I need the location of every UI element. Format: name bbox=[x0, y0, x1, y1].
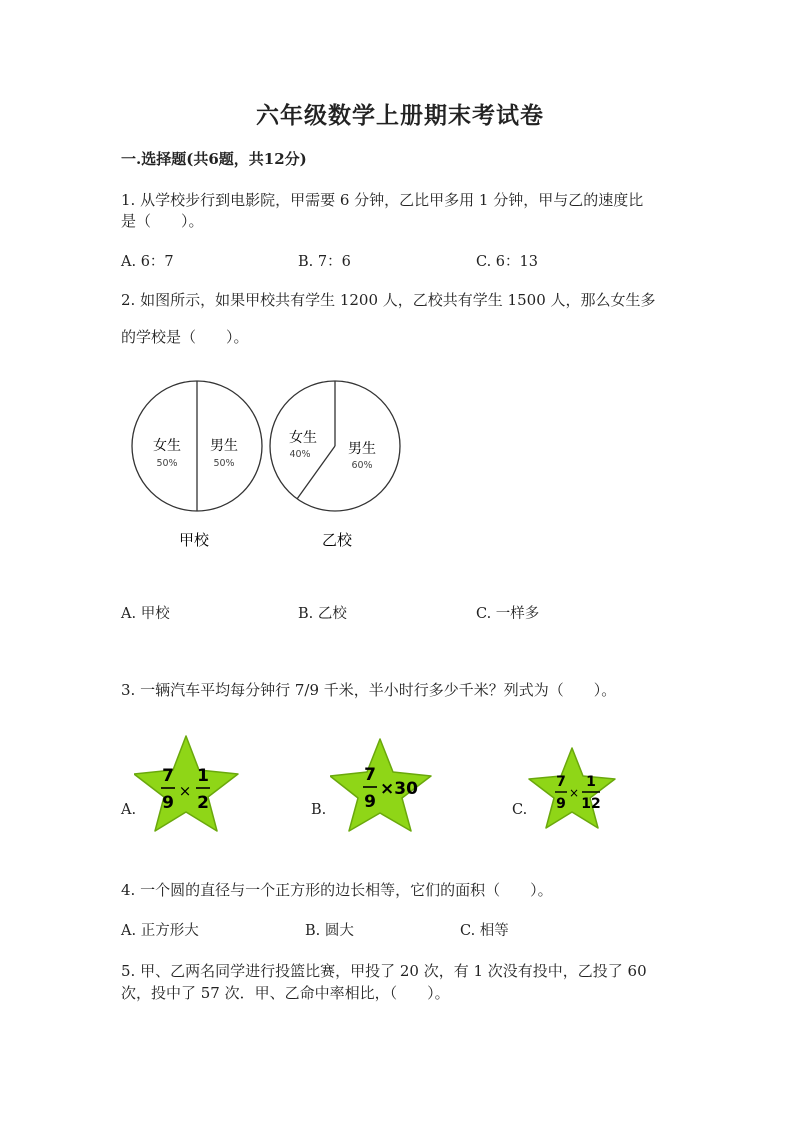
pie-charts-figure bbox=[120, 375, 420, 555]
fraction2-numerator: 1 bbox=[586, 774, 596, 790]
fraction2-numerator: 1 bbox=[197, 766, 209, 786]
q3-option-c-star[interactable] bbox=[528, 746, 618, 832]
q4-option-b[interactable]: B. 圆大 bbox=[305, 923, 354, 939]
multiply-sign: × bbox=[178, 782, 192, 800]
multiply-thirty: ×30 bbox=[380, 779, 418, 799]
fraction-denominator: 9 bbox=[162, 793, 174, 813]
question-3-text: 3. 一辆汽车平均每分钟行 7/9 千米，半小时行多少千米？列式为（ ）。 bbox=[121, 681, 617, 699]
pie-b-school-name: 乙校 bbox=[321, 531, 353, 549]
q2-option-b[interactable]: B. 乙校 bbox=[298, 606, 347, 622]
pie-a-female-pct: 50% bbox=[156, 458, 178, 469]
multiply-sign: × bbox=[568, 786, 580, 800]
q2-option-a[interactable]: A. 甲校 bbox=[121, 606, 170, 622]
fraction2-denominator: 2 bbox=[197, 793, 209, 813]
question-2-text: 2. 如图所示，如果甲校共有学生 1200 人，乙校共有学生 1500 人，那么女生多 bbox=[121, 291, 656, 309]
pie-chart-school-b bbox=[270, 381, 400, 549]
q3-option-a-star[interactable] bbox=[134, 733, 242, 833]
q3-option-b-label[interactable]: B. bbox=[311, 802, 327, 818]
q2-option-c[interactable]: C. 一样多 bbox=[476, 606, 540, 622]
q4-option-c[interactable]: C. 相等 bbox=[460, 923, 509, 939]
fraction-numerator: 7 bbox=[162, 766, 174, 786]
question-5-text-cont: 次，投中了 57 次．甲、乙命中率相比，（ ）。 bbox=[121, 984, 450, 1002]
question-4-text: 4. 一个圆的直径与一个正方形的边长相等，它们的面积（ ）。 bbox=[121, 881, 553, 899]
fraction-denominator: 9 bbox=[556, 796, 566, 812]
q1-option-b[interactable]: B. 7：6 bbox=[298, 254, 351, 270]
pie-a-female-label: 女生 bbox=[153, 438, 181, 454]
fraction-numerator: 7 bbox=[556, 774, 566, 790]
q3-option-c-label[interactable]: C. bbox=[512, 802, 528, 818]
question-5-text: 5. 甲、乙两名同学进行投篮比赛，甲投了 20 次，有 1 次没有投中，乙投了 60 bbox=[121, 962, 647, 980]
pie-b-male-pct: 60% bbox=[351, 460, 373, 471]
question-1-text: 1. 从学校步行到电影院，甲需要 6 分钟，乙比甲多用 1 分钟，甲与乙的速度比 bbox=[121, 191, 644, 209]
q3-option-a-label[interactable]: A. bbox=[121, 802, 137, 818]
q4-option-a[interactable]: A. 正方形大 bbox=[121, 923, 199, 939]
fraction-numerator: 7 bbox=[364, 765, 376, 785]
pie-b-female-pct: 40% bbox=[289, 449, 311, 460]
pie-a-school-name: 甲校 bbox=[178, 531, 210, 549]
section-heading: 一.选择题(共6题，共12分) bbox=[121, 150, 307, 168]
pie-chart-school-a bbox=[132, 381, 262, 549]
exam-title: 六年级数学上册期末考试卷 bbox=[256, 102, 544, 129]
q1-option-c[interactable]: C. 6：13 bbox=[476, 254, 538, 270]
pie-b-male-label: 男生 bbox=[348, 441, 376, 457]
pie-a-male-label: 男生 bbox=[210, 438, 238, 454]
fraction-denominator: 9 bbox=[364, 792, 376, 812]
fraction2-denominator: 12 bbox=[581, 796, 601, 812]
pie-a-male-pct: 50% bbox=[213, 458, 235, 469]
question-1-text-cont: 是（ ）。 bbox=[121, 212, 204, 230]
q3-option-b-star[interactable] bbox=[330, 736, 434, 834]
q1-option-a[interactable]: A. 6：7 bbox=[121, 254, 174, 270]
pie-b-female-label: 女生 bbox=[289, 430, 317, 446]
question-2-text-cont: 的学校是（ ）。 bbox=[121, 328, 249, 346]
